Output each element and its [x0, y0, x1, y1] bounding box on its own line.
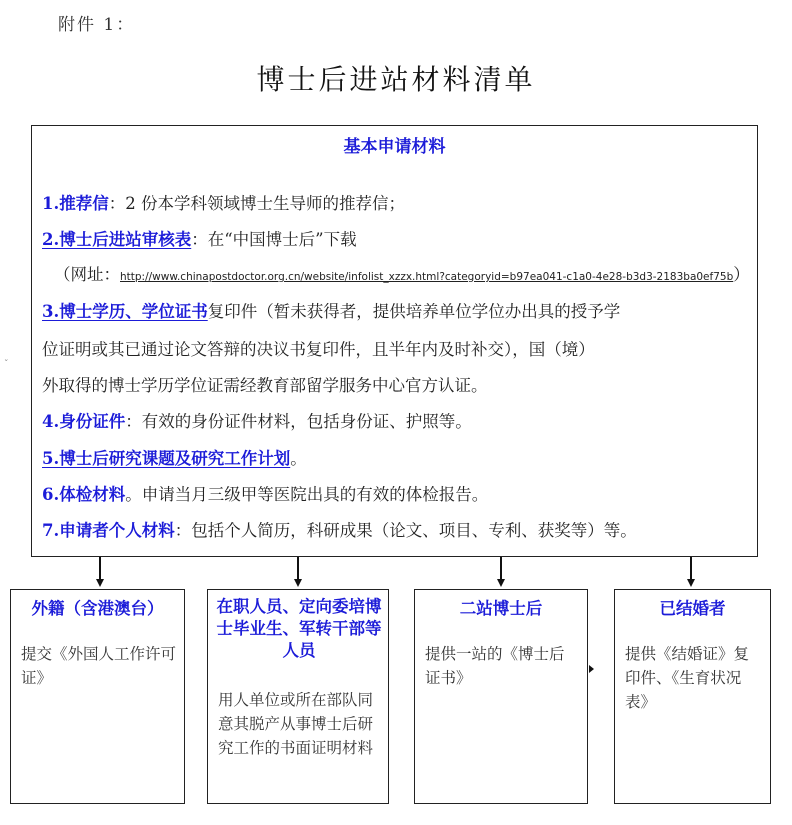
item-personal-materials: [42, 517, 637, 541]
box-married-heading: 已结婚者: [659, 599, 726, 618]
item5-label: 5.博士后研究课题及研究工作计划: [42, 449, 291, 468]
arrow-line-3: [500, 557, 502, 581]
item-degree-certificate: [42, 298, 620, 322]
item-review-form-url: [54, 261, 750, 285]
item1-text: ：2 份本学科领域博士生导师的推荐信；: [108, 194, 405, 213]
item-id-documents: [42, 408, 472, 432]
attachment-label: 附件 1：: [58, 15, 136, 35]
arrow-down-icon: [497, 579, 505, 587]
page-title: 博士后进站材料清单: [256, 63, 536, 96]
box-employed-heading: 在职人员、定向委培博士毕业生、军转干部等人员: [216, 597, 382, 660]
item1-label: 1.推荐信: [42, 194, 109, 213]
item4-text: ：有效的身份证件材料，包括身份证、护照等。: [125, 412, 472, 431]
box-second-station-text: 提供一站的《博士后证书》: [425, 645, 565, 687]
box-foreign-heading: 外籍（含港澳台）: [31, 599, 164, 618]
basic-materials-box: [31, 125, 758, 557]
box-second-station-heading: 二站博士后: [459, 599, 543, 618]
item3-label: 3.博士学历、学位证书: [42, 302, 208, 321]
item-medical-report: [42, 481, 488, 505]
arrow-down-icon: [294, 579, 302, 587]
arrow-line-1: [99, 557, 101, 581]
box-foreign: [10, 589, 185, 804]
arrow-line-4: [690, 557, 692, 581]
item-review-form: [42, 226, 357, 250]
item7-text: ：包括个人简历，科研成果（论文、项目、专利、获奖等）等。: [174, 521, 637, 540]
box-employed-text: 用人单位或所在部队同意其脱产从事博士后研究工作的书面证明材料: [218, 691, 374, 757]
url-prefix: （网址：: [54, 265, 120, 284]
item6-text: 。申请当月三级甲等医院出具的有效的体检报告。: [125, 485, 489, 504]
box-employed: [207, 589, 389, 804]
margin-mark: ˇ: [4, 360, 9, 370]
arrow-down-icon: [687, 579, 695, 587]
url-suffix: ）: [733, 265, 750, 284]
box-second-station: [414, 589, 588, 804]
item3-text-1: 复印件（暂未获得者，提供培养单位学位办出具的授予学: [207, 302, 621, 321]
item3-continuation-2: 外取得的博士学历学位证需经教育部留学服务中心官方认证。: [42, 376, 488, 395]
item3-continuation-1: 位证明或其已通过论文答辩的决议书复印件，且半年内及时补交），国（境）: [42, 340, 595, 359]
item7-label: 7.申请者个人材料: [42, 521, 175, 540]
box-foreign-text: 提交《外国人工作许可证》: [21, 645, 177, 687]
item6-label: 6.体检材料: [42, 485, 126, 504]
side-tick-icon: [589, 665, 594, 673]
arrow-down-icon: [96, 579, 104, 587]
download-link[interactable]: http://www.chinapostdoctor.org.cn/website/infolist_xzzx.html?categoryid=b97ea041-c1a0-4e28-b3d3-2183ba0ef75b: [120, 271, 734, 283]
item2-text: ：在“中国博士后”下载: [191, 230, 357, 249]
item-recommendation: [42, 190, 405, 214]
box-married-text: 提供《结婚证》复印件、《生育状况表》: [625, 645, 750, 711]
basic-materials-heading: 基本申请材料: [343, 137, 446, 157]
arrow-line-2: [297, 557, 299, 581]
item5-text: 。: [290, 449, 307, 468]
item4-label: 4.身份证件: [42, 412, 126, 431]
item-research-plan: [42, 445, 307, 469]
item2-label: 2.博士后进站审核表: [42, 230, 192, 249]
box-married: [614, 589, 771, 804]
